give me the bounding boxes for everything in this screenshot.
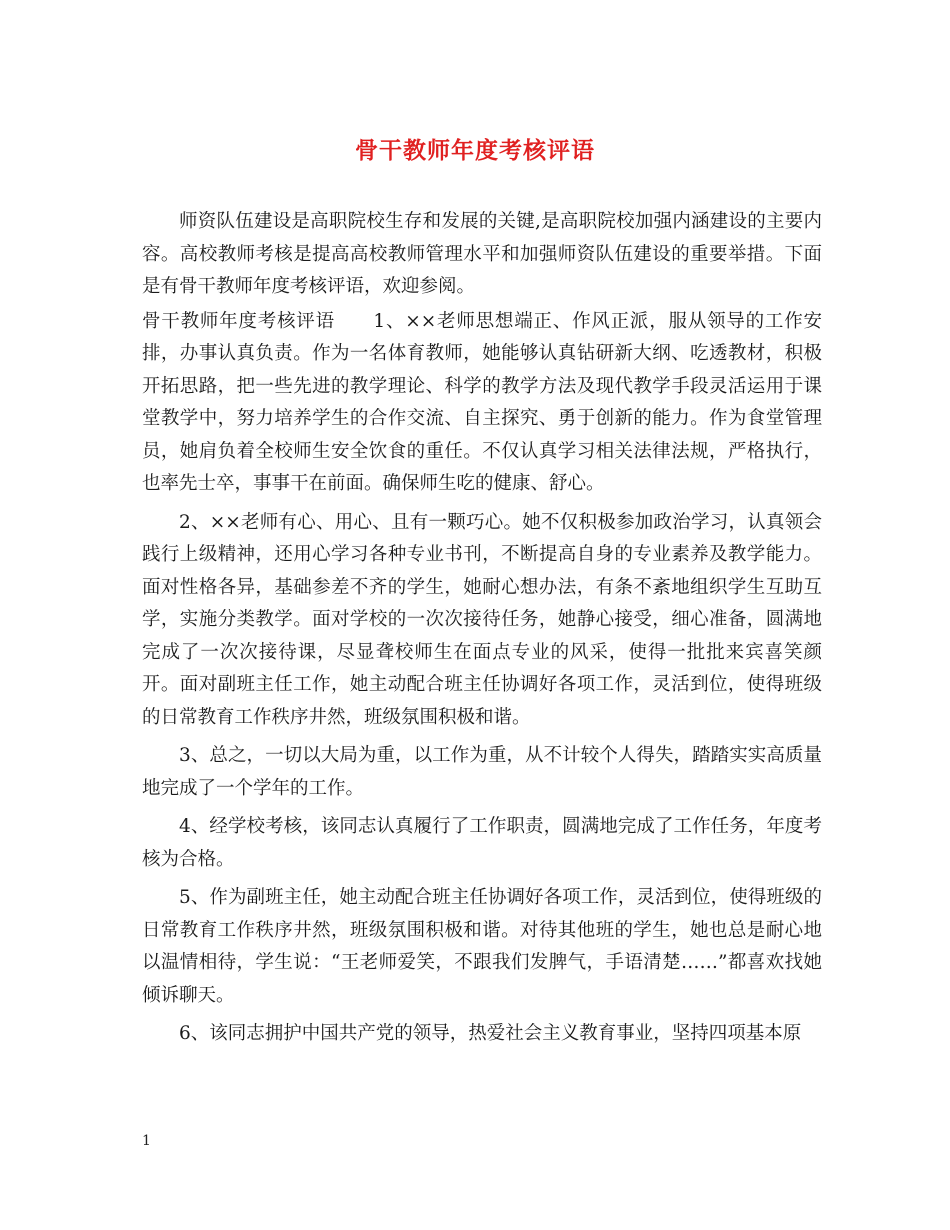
document-title: 骨干教师年度考核评语 [355, 137, 595, 164]
paragraph-5: 5、作为副班主任，她主动配合班主任协调好各项工作，灵活到位，使得班级的日常教育工作秩序井然，班级氛围积极和谐。对待其他班的学生，她也总是耐心地以温情相待，学生说：“王老师爱笑，不跟我们发脾气，手语清楚……”都喜欢找她倾诉聊天。 [142, 887, 822, 1006]
document-body [142, 206, 822, 1051]
paragraph-1: 骨干教师年度考核评语 1、××老师思想端正、作风正派，服从领导的工作安排，办事认真负责。作为一名体育教师，她能够认真钻研新大纲、吃透教材，积极开拓思路，把一些先进的教学理论、科学的教学方法及现代教学手段灵活运用于课堂教学中，努力培养学生的合作交流、自主探究、勇于创新的能力。作为食堂管理员，她肩负着全校师生安全饮食的重任。不仅认真学习相关法律法规，严格执行，也率先士卒，事事干在前面。确保师生吃的健康、舒心。 [142, 310, 822, 494]
paragraph-intro: 师资队伍建设是高职院校生存和发展的关键,是高职院校加强内涵建设的主要内容。高校教师考核是提高高校教师管理水平和加强师资队伍建设的重要举措。下面是有骨干教师年度考核评语，欢迎参阅。 [142, 211, 822, 297]
paragraph-2: 2、××老师有心、用心、且有一颗巧心。她不仅积极参加政治学习，认真领会践行上级精神，还用心学习各种专业书刊，不断提高自身的专业素养及教学能力。面对性格各异，基础参差不齐的学生，她耐心想办法，有条不紊地组织学生互助互学，实施分类教学。面对学校的一次次接待任务，她静心接受，细心准备，圆满地完成了一次次接待课，尽显聋校师生在面点专业的风采，使得一批批来宾喜笑颜开。面对副班主任工作，她主动配合班主任协调好各项工作，灵活到位，使得班级的日常教育工作秩序井然，班级氛围积极和谐。 [142, 511, 822, 728]
paragraph-6: 6、该同志拥护中国共产党的领导，热爱社会主义教育事业，坚持四项基本原 [179, 1023, 802, 1044]
paragraph-3: 3、总之，一切以大局为重，以工作为重，从不计较个人得失，踏踏实实高质量地完成了一个学年的工作。 [142, 745, 822, 799]
paragraph-4: 4、经学校考核，该同志认真履行了工作职责，圆满地完成了工作任务，年度考核为合格。 [142, 816, 822, 870]
page-number: 1 [142, 1133, 151, 1149]
